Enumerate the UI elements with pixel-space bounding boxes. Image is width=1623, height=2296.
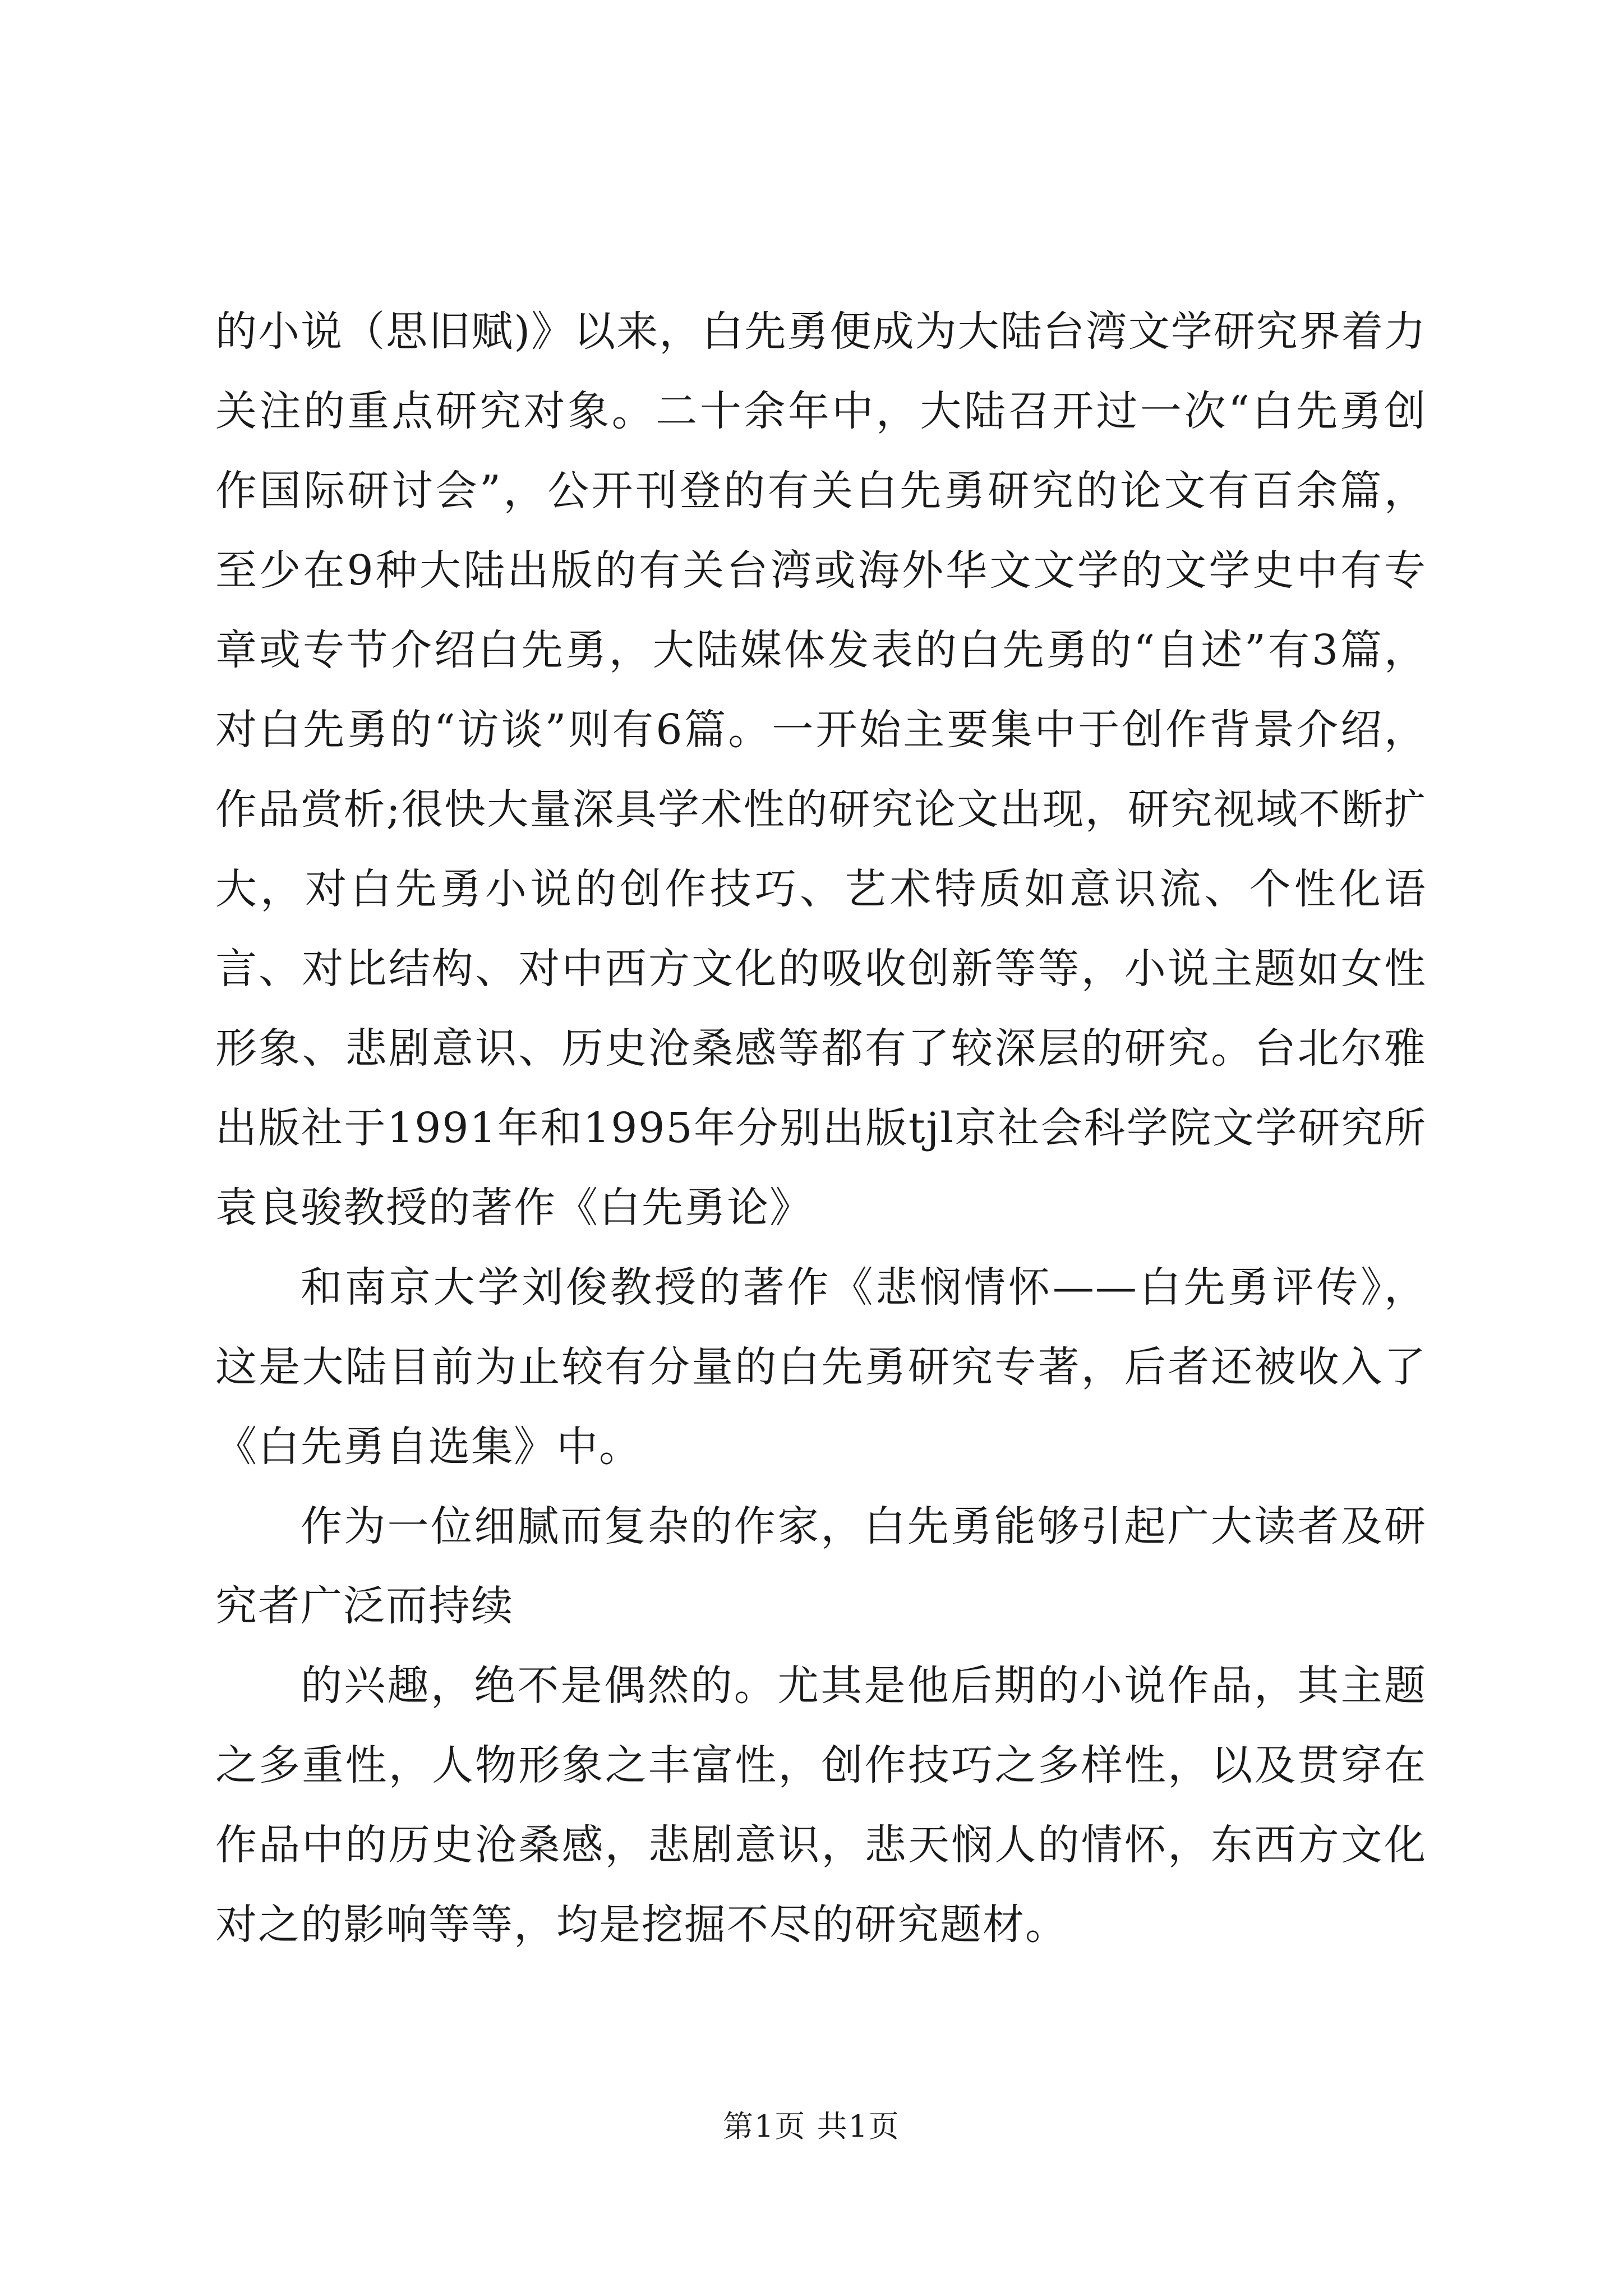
paragraph-2: 和南京大学刘俊教授的著作《悲悯情怀——白先勇评传》，这是大陆目前为止较有分量的白先勇研究专著，后者还被收入了《白先勇自选集》中。: [215, 1263, 1427, 1471]
paragraph-1: 的小说（思旧赋)》以来，白先勇便成为大陆台湾文学研究界着力关注的重点研究对象。二十余年中，大陆召开过一次“白先勇创作国际研讨会”，公开刊登的有关白先勇研究的论文有百余篇，至少在9种大陆出版的有关台湾或海外华文文学的文学史中有专章或专节介绍白先勇，大陆媒体发表的白先勇的“自述”有3篇，对白先勇的“访谈”则有6篇。一开始主要集中于创作背景介绍，作品赏析;很快大量深具学术性的研究论文出现，研究视域不断扩大，对白先勇小说的创作技巧、艺术特质如意识流、个性化语言、对比结构、对中西方文化的吸收创新等等，小说主题如女性形象、悲剧意识、历史沧桑感等都有了较深层的研究。台北尔雅出版社于1991年和1995年分别出版tjl京社会科学院文学研究所袁良骏教授的著作《白先勇论》: [215, 307, 1427, 1232]
paragraph-3: 作为一位细腻而复杂的作家，白先勇能够引起广大读者及研究者广泛而持续: [215, 1502, 1427, 1630]
page-footer: 第1页 共1页: [723, 2109, 900, 2144]
paragraph-4: 的兴趣，绝不是偶然的。尤其是他后期的小说作品，其主题之多重性，人物形象之丰富性，创作技巧之多样性，以及贯穿在作品中的历史沧桑感，悲剧意识，悲天悯人的情怀，东西方文化对之的影响等等，均是挖掘不尽的研究题材。: [215, 1662, 1427, 1949]
document-body: [215, 292, 1427, 1964]
